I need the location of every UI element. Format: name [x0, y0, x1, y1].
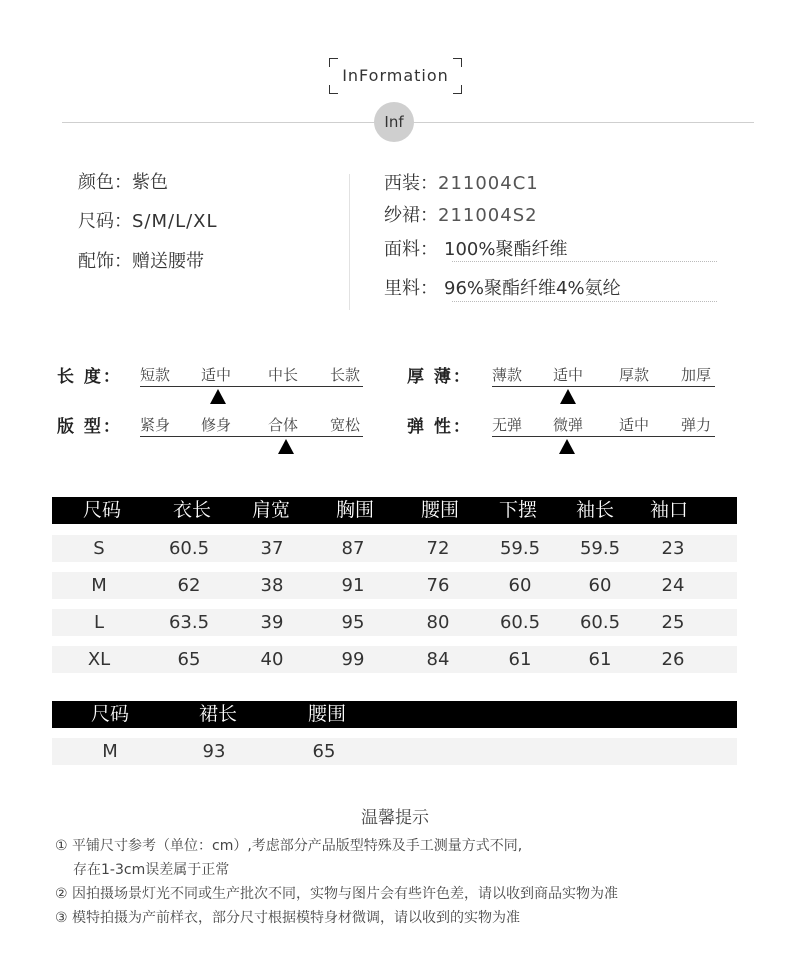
info-color: 颜色：紫色 [78, 172, 168, 193]
table-cell: XL [87, 649, 111, 670]
info-skirt: 纱裙：211004S2 [384, 205, 538, 226]
table-cell: 95 [341, 612, 365, 633]
scale-elasticity-opt: 弹力 [681, 416, 712, 434]
brand-title: InFormation [342, 66, 449, 85]
scale-fit-marker [278, 439, 294, 454]
scale-length-opt: 中长 [268, 366, 299, 384]
scale-length-marker [210, 389, 226, 404]
table-cell: 25 [661, 612, 685, 633]
scale-thickness-opt: 厚款 [619, 366, 650, 384]
size-table-header [52, 497, 737, 524]
table-cell: 38 [260, 575, 284, 596]
info-suit: 西装：211004C1 [384, 173, 539, 194]
scale-thickness-opt: 薄款 [492, 366, 523, 384]
table-cell: 80 [426, 612, 450, 633]
info-size: 尺码：S/M/L/XL [78, 211, 218, 232]
scale-length-opt: 长款 [330, 366, 361, 384]
table-row [52, 572, 737, 599]
scale-elasticity-line [492, 436, 715, 437]
note-line: ② 因拍摄场景灯光不同或生产批次不同，实物与图片会有些许色差，请以收到商品实物为准 [55, 886, 618, 902]
scale-thickness-opt: 适中 [553, 366, 584, 384]
scale-fit-opt: 紧身 [140, 416, 171, 434]
table-row [52, 535, 737, 562]
table-cell: 65 [312, 741, 336, 762]
column-header: 衣长 [172, 499, 211, 521]
table-cell: 59.5 [499, 538, 541, 559]
table-cell: 23 [661, 538, 685, 559]
fabric-underline [452, 261, 717, 262]
table-cell: S [93, 538, 105, 559]
column-header: 尺码 [90, 703, 129, 725]
table-cell: 60 [508, 575, 532, 596]
table-cell: 60 [588, 575, 612, 596]
scale-fit-opt: 修身 [201, 416, 232, 434]
column-header: 下摆 [498, 499, 537, 521]
table-cell: 91 [341, 575, 365, 596]
column-header: 腰围 [420, 499, 459, 521]
table-cell: 61 [588, 649, 612, 670]
table-row [52, 609, 737, 636]
table-cell: 93 [202, 741, 226, 762]
scale-thickness-marker [560, 389, 576, 404]
table-cell: M [102, 741, 118, 762]
column-header: 腰围 [307, 703, 346, 725]
table-row [52, 738, 737, 765]
table-cell: 99 [341, 649, 365, 670]
scale-length-opt: 适中 [201, 366, 232, 384]
note-line: 存在1-3cm误差属于正常 [73, 862, 230, 878]
table-cell: 60.5 [499, 612, 541, 633]
scale-elasticity-opt: 适中 [619, 416, 650, 434]
table-cell: 62 [177, 575, 201, 596]
table-cell: M [91, 575, 107, 596]
table-cell: 26 [661, 649, 685, 670]
skirt-table-header [52, 701, 737, 728]
table-cell: 60.5 [168, 538, 210, 559]
table-cell: 63.5 [168, 612, 210, 633]
table-row [52, 646, 737, 673]
scale-elasticity-opt: 微弹 [553, 416, 584, 434]
column-header: 肩宽 [251, 499, 290, 521]
table-cell: 24 [661, 575, 685, 596]
info-lining: 里料： 96%聚酯纤维4%氨纶 [384, 278, 621, 299]
table-cell: 87 [341, 538, 365, 559]
table-cell: 72 [426, 538, 450, 559]
table-cell: 84 [426, 649, 450, 670]
scale-elasticity-label: 弹 性： [407, 417, 472, 437]
lining-underline [452, 301, 717, 302]
column-header: 胸围 [335, 499, 374, 521]
scale-length-label: 长 度： [57, 367, 122, 387]
scale-fit-opt: 宽松 [330, 416, 361, 434]
scale-fit-line [140, 436, 363, 437]
column-header: 裙长 [198, 703, 237, 725]
notes-title: 温馨提示 [361, 808, 429, 828]
column-header: 尺码 [82, 499, 121, 521]
info-separator [349, 174, 350, 310]
scale-thickness-opt: 加厚 [681, 366, 712, 384]
scale-fit-opt: 合体 [268, 416, 299, 434]
table-cell: 39 [260, 612, 284, 633]
table-cell: 40 [260, 649, 284, 670]
scale-elasticity-opt: 无弹 [492, 416, 523, 434]
table-cell: 59.5 [579, 538, 621, 559]
scale-elasticity-marker [559, 439, 575, 454]
table-cell: L [93, 612, 105, 633]
info-fabric: 面料： 100%聚酯纤维 [384, 239, 568, 260]
column-header: 袖长 [575, 499, 614, 521]
scale-length-opt: 短款 [140, 366, 171, 384]
inf-badge: Inf [374, 102, 414, 142]
note-line: ③ 模特拍摄为产前样衣，部分尺寸根据模特身材微调，请以收到的实物为准 [55, 910, 520, 926]
scale-thickness-line [492, 386, 715, 387]
scale-length-line [140, 386, 363, 387]
scale-thickness-label: 厚 薄： [407, 367, 472, 387]
table-cell: 60.5 [579, 612, 621, 633]
note-line: ① 平铺尺寸参考（单位：cm）,考虑部分产品版型特殊及手工测量方式不同, [55, 838, 523, 854]
info-accessory: 配饰：赠送腰带 [78, 251, 204, 272]
table-cell: 65 [177, 649, 201, 670]
table-cell: 76 [426, 575, 450, 596]
table-cell: 37 [260, 538, 284, 559]
column-header: 袖口 [649, 499, 688, 521]
brand-frame [329, 58, 462, 94]
scale-fit-label: 版 型： [57, 417, 122, 437]
table-cell: 61 [508, 649, 532, 670]
